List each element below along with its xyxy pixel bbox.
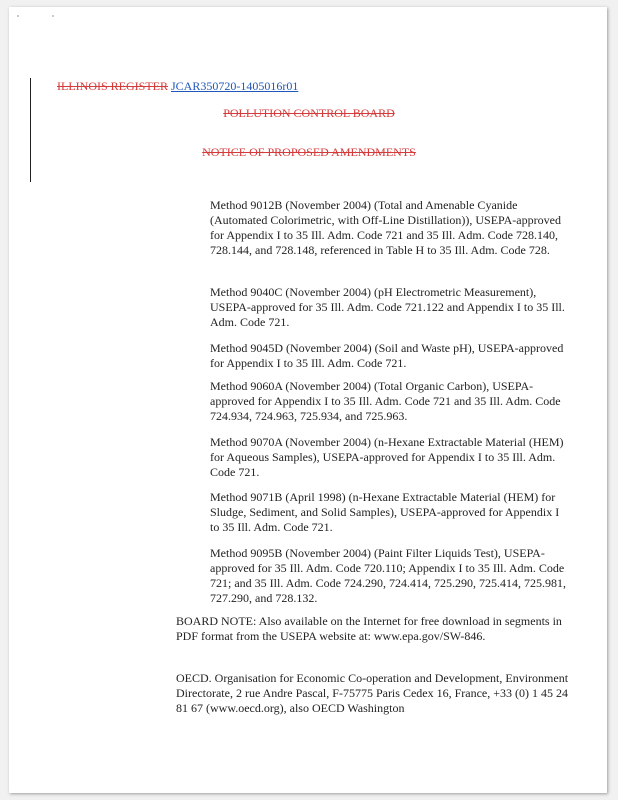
board-title-deleted: POLLUTION CONTROL BOARD — [223, 106, 395, 120]
jcar-identifier: JCAR350720-1405016r01 — [171, 79, 299, 93]
board-note: BOARD NOTE: Also available on the Internet for free download in segments in PDF format from the USEPA website at: www.epa.gov/SW-846. — [176, 614, 562, 643]
revision-change-bar — [30, 78, 31, 182]
method-paragraph: Method 9070A (November 2004) (n-Hexane Extractable Material (HEM) for Aqueous Samples), USEPA-approved for Appendix I to 35 Ill. Adm. Code 721. — [210, 435, 564, 479]
method-paragraph: Method 9060A (November 2004) (Total Organic Carbon), USEPA-approved for Appendix I to 35 Ill. Adm. Code 721 and 35 Ill. Adm. Code 724.934, 724.963, 725.934, and 725.963. — [210, 379, 561, 423]
method-paragraph: Method 9040C (November 2004) (pH Electrometric Measurement), USEPA-approved for 35 Ill. Adm. Code 721.122 and Appendix I to 35 Ill. Adm. Code 721. — [210, 285, 565, 329]
oecd-reference: OECD. Organisation for Economic Co-operation and Development, Environment Directorate, 2 rue Andre Pascal, F-75775 Paris Cedex 16, France, +33 (0) 1 45 24 81 67 (www.oecd.org), also OECD Washington — [176, 671, 569, 715]
method-paragraph: Method 9095B (November 2004) (Paint Filter Liquids Test), USEPA-approved for 35 Ill. Adm. Code 720.110; Appendix I to 35 Ill. Adm. Code 721; and 35 Ill. Adm. Code 724.290, 724.414, 725.290, 725.414, 725.981, 727.290, and 728.132. — [210, 546, 566, 605]
method-paragraph: Method 9071B (April 1998) (n-Hexane Extractable Material (HEM) for Sludge, Sediment, and Solid Samples), USEPA-approved for Appendix I to 35 Ill. Adm. Code 721. — [210, 490, 560, 534]
register-title-deleted: ILLINOIS REGISTER — [57, 79, 168, 93]
board-header — [0, 106, 618, 121]
scan-speck — [17, 15, 19, 17]
notice-header — [0, 145, 618, 160]
scan-speck — [52, 15, 54, 17]
method-paragraph: Method 9012B (November 2004) (Total and Amenable Cyanide (Automated Colorimetric, with Off-Line Distillation)), USEPA-approved for Appendix I to 35 Ill. Adm. Code 721 and 35 Ill. Adm. Code 728.140, 728.144, and 728.148, referenced in Table H to 35 Ill. Adm. Code 728. — [210, 198, 561, 257]
method-paragraph: Method 9045D (November 2004) (Soil and Waste pH), USEPA-approved for Appendix I to 35 Ill. Adm. Code 721. — [210, 341, 564, 370]
register-header — [57, 79, 298, 94]
notice-title-deleted: NOTICE OF PROPOSED AMENDMENTS — [202, 145, 416, 159]
